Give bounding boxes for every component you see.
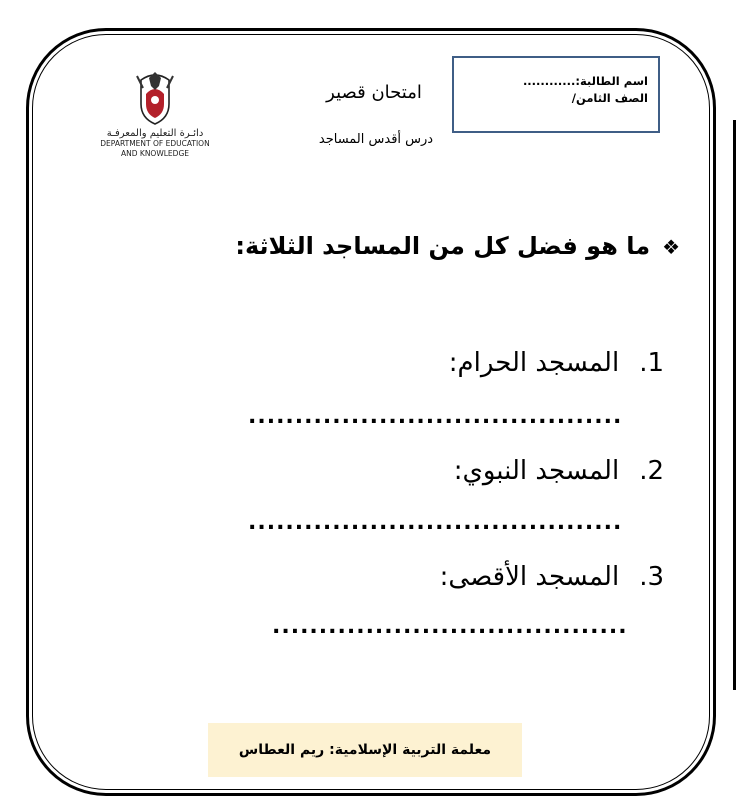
- list-item-2: [454, 456, 664, 486]
- education-department-logo: [80, 70, 230, 159]
- item-number: 2.: [639, 456, 664, 486]
- quiz-title: امتحان قصير: [326, 82, 422, 103]
- item-label: المسجد الأقصى:: [439, 562, 620, 592]
- list-item-1: [449, 348, 664, 378]
- student-info-box: [452, 56, 660, 133]
- logo-english-line-2: AND KNOWLEDGE: [121, 149, 189, 158]
- student-name-field[interactable]: اسم الطالبة:............: [522, 74, 648, 88]
- question-heading: [170, 232, 680, 260]
- item-number: 1.: [639, 348, 664, 378]
- answer-line-2[interactable]: ........................................: [248, 510, 623, 535]
- teacher-footer: معلمة التربية الإسلامية: ريم العطاس: [208, 723, 522, 777]
- diamond-bullet-icon: ❖: [662, 235, 680, 259]
- falcon-emblem-icon: [133, 70, 177, 126]
- item-label: المسجد الحرام:: [448, 348, 620, 378]
- answer-line-1[interactable]: ........................................: [248, 404, 623, 429]
- item-number: 3.: [639, 562, 664, 592]
- logo-english-line-1: DEPARTMENT OF EDUCATION: [100, 139, 210, 148]
- list-item-3: [440, 562, 664, 592]
- item-label: المسجد النبوي:: [453, 456, 620, 486]
- question-text: ما هو فضل كل من المساجد الثلاثة:: [235, 232, 651, 260]
- lesson-subtitle: درس أقدس المساجد: [318, 132, 434, 147]
- answer-line-3[interactable]: ......................................: [272, 614, 628, 639]
- logo-arabic-text: دائـرة التعليم والمعرفـة: [106, 128, 204, 139]
- student-grade-field[interactable]: الصف الثامن/: [571, 91, 648, 105]
